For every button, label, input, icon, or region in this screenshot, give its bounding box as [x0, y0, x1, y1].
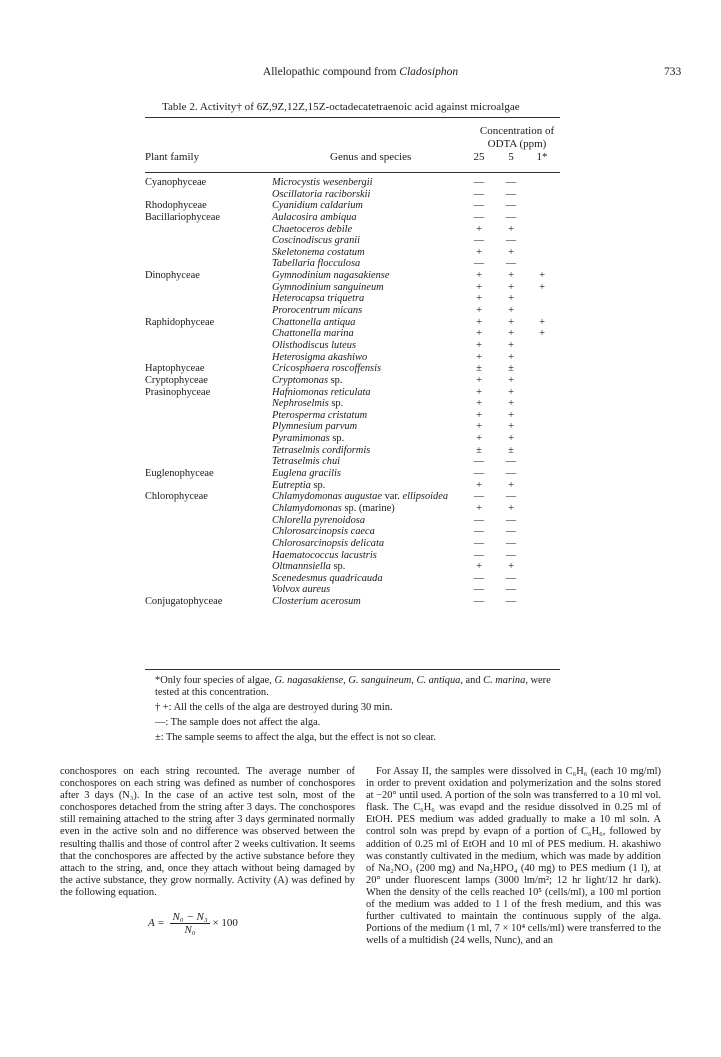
activity-5ppm-cell: —	[505, 188, 517, 200]
plant-family-cell: Cryptophyceae	[145, 374, 208, 386]
page-number: 733	[664, 66, 682, 78]
footnote-plusminus: ±: The sample seems to affect the alga, but the effect is not so clear.	[155, 732, 436, 743]
species-name: Cyanidium caldarium	[272, 200, 363, 212]
table-row	[0, 538, 721, 550]
activity-5ppm-cell: —	[505, 235, 517, 247]
activity-5ppm-cell: +	[508, 374, 514, 386]
species-cell	[272, 433, 344, 445]
activity-5ppm-cell: +	[508, 421, 514, 433]
activity-5ppm-cell: +	[508, 433, 514, 445]
species-cell	[272, 177, 373, 189]
species-cell	[272, 596, 361, 608]
activity-25ppm-cell: +	[476, 433, 482, 445]
table-row	[0, 247, 721, 259]
equation-denominator: N₀	[184, 924, 196, 936]
footnote-species: C. antiqua	[416, 675, 461, 686]
activity-1ppm-cell: +	[539, 281, 545, 293]
activity-25ppm-cell: +	[476, 293, 482, 305]
species-cell	[272, 421, 357, 433]
activity-25ppm-cell: +	[476, 328, 482, 340]
activity-5ppm-cell: —	[505, 584, 517, 596]
species-name: Chlamydomonas	[272, 502, 342, 514]
table-row	[0, 189, 721, 201]
header-concentration-unit: ODTA (ppm)	[487, 138, 547, 150]
table-row	[0, 317, 721, 329]
activity-25ppm-cell: +	[476, 305, 482, 317]
species-name: Oscillatoria raciborskii	[272, 188, 371, 200]
species-name: Tabellaria flocculosa	[272, 258, 361, 270]
table-row	[0, 224, 721, 236]
species-name: Prorocentrum micans	[272, 305, 363, 317]
species-variety: ellipsoidea	[402, 491, 449, 503]
species-cell	[272, 410, 367, 422]
activity-25ppm-cell: —	[473, 596, 485, 608]
species-name: Chattonella antiqua	[272, 316, 356, 328]
species-name: Hafniomonas reticulata	[272, 386, 371, 398]
plant-family-cell: Raphidophyceae	[145, 316, 215, 328]
table-caption: Table 2. Activity† of 6Z,9Z,12Z,15Z-octadecatetraenoic acid against microalgae	[162, 101, 520, 113]
species-name: Gymnodinium sanguineum	[272, 281, 384, 293]
activity-5ppm-cell: —	[505, 211, 517, 223]
body-paragraph: conchospores on each string recounted. The average number of conchospores on each string was defined as number of conchospores after 3 days (N₃). In the case of an active test soln, most of the conchospores detached from the string after 3 days. The conchospores still remaining attached to the string after 3 days germinated normally even in the active soln and no difference was observed between the resulting thallis and those of control after 2 weeks cultivation. It seems that the conchospores are affected by the active substance before they attach to the string, and, once they attach without being damaged by the active substance, they grow normally. Activity (A) was defined by the following equation.	[60, 766, 355, 898]
activity-25ppm-cell: —	[473, 177, 485, 188]
activity-25ppm-cell: —	[473, 572, 485, 584]
table-row	[0, 456, 721, 468]
table-row	[0, 200, 721, 212]
species-name: Closterium acerosum	[272, 596, 361, 608]
species-name: Haematococcus lacustris	[272, 549, 377, 561]
equation-numerator: N₀ − N₃	[172, 911, 208, 923]
species-cell	[272, 550, 377, 562]
footnote-species: G. nagasakiense	[274, 675, 344, 686]
species-name: Pyramimonas	[272, 433, 330, 445]
activity-5ppm-cell: +	[508, 339, 514, 351]
species-cell	[272, 258, 360, 270]
activity-25ppm-cell: —	[473, 514, 485, 526]
species-cell	[272, 503, 395, 515]
species-name: Tetraselmis cordiformis	[272, 444, 371, 456]
activity-1ppm-cell: +	[539, 328, 545, 340]
table-row	[0, 503, 721, 515]
activity-25ppm-cell: +	[476, 316, 482, 328]
species-cell	[272, 480, 325, 492]
plant-family-cell: Haptophyceae	[145, 363, 205, 375]
activity-25ppm-cell: —	[473, 211, 485, 223]
activity-5ppm-cell: +	[508, 246, 514, 258]
species-cell	[272, 270, 389, 282]
activity-5ppm-cell: —	[505, 537, 517, 549]
activity-25ppm-cell: —	[473, 200, 485, 212]
header-col-25: 25	[473, 151, 485, 163]
activity-25ppm-cell: +	[476, 561, 482, 573]
activity-equation	[148, 911, 238, 936]
species-cell	[272, 445, 370, 457]
species-cell	[272, 305, 362, 317]
species-cell	[272, 328, 354, 340]
activity-5ppm-cell: —	[505, 514, 517, 526]
species-cell	[272, 398, 343, 410]
activity-25ppm-cell: +	[476, 421, 482, 433]
species-name: Scenedesmus quadricauda	[272, 572, 383, 584]
table-body	[0, 177, 721, 608]
activity-25ppm-cell: —	[473, 584, 485, 596]
activity-5ppm-cell: —	[505, 177, 517, 188]
table-row	[0, 387, 721, 399]
plant-family-cell: Euglenophyceae	[145, 468, 214, 480]
table-row	[0, 526, 721, 538]
table-row	[0, 573, 721, 585]
species-suffix: sp.	[328, 374, 343, 386]
species-cell	[272, 317, 355, 329]
activity-25ppm-cell: ±	[476, 444, 482, 456]
table-row	[0, 515, 721, 527]
table-row	[0, 235, 721, 247]
equation-factor: × 100	[212, 917, 238, 930]
table-row	[0, 212, 721, 224]
activity-5ppm-cell: +	[508, 316, 514, 328]
species-cell	[272, 200, 363, 212]
species-name: Heterocapsa triquetra	[272, 293, 365, 305]
species-name: Skeletonema costatum	[272, 246, 365, 258]
activity-25ppm-cell: ±	[476, 363, 482, 375]
footnote-text: *Only four species of algae,	[155, 675, 275, 686]
species-cell	[272, 247, 365, 259]
table-row	[0, 177, 721, 189]
activity-25ppm-cell: +	[476, 502, 482, 514]
species-name: Coscinodiscus granii	[272, 235, 361, 247]
activity-25ppm-cell: —	[473, 258, 485, 270]
table-row	[0, 561, 721, 573]
table-row	[0, 491, 721, 503]
footnote-dagger: † +: All the cells of the alga are destroyed during 30 min.	[155, 702, 393, 713]
equation-lhs: A =	[148, 917, 165, 930]
body-paragraph: For Assay II, the samples were dissolved in C₆H₆ (each 10 mg/ml) in order to prevent oxidation and polymerization and the solns stored at −20° until used. A portion of the soln was transferred to a 10 ml vol. flask. The C₆H₆ was evapd and the residue dissolved in 0.25 ml of EtOH. PES medium was added gradually to make a 10 ml soln. A control soln was prepd by evapn of a portion of C₆H₆, followed by addition of 0.25 ml of EtOH and 10 ml of PES medium. H. akashiwo was constantly cultivated in the medium, which was made by addition of Na₂NO₃ (200 mg) and Na₂HPO₄ (40 mg) to PES medium (1 l), at 20° under fluorescent lamps (3000 lm/m²; 12 hr light/12 hr dark). When the density of the cells reached 10⁵ (cells/ml), a 100 ml portion of the medium was added to 1 l of the fresh medium, and this was further cultivated to maintain the continuous supply of the alga. Portions of the medium (1 ml, 7 × 10⁴ cells/ml) were transferred to the wells of a multidish (24 wells, Nunc), and an	[366, 766, 661, 947]
footnote-text: ,	[343, 675, 349, 686]
header-plant-family: Plant family	[145, 151, 200, 163]
table-row	[0, 433, 721, 445]
table-row	[0, 550, 721, 562]
footnote-text: , and	[460, 675, 484, 686]
activity-5ppm-cell: +	[508, 479, 514, 491]
footnote-asterisk	[145, 675, 565, 699]
activity-5ppm-cell: —	[505, 549, 517, 561]
species-cell	[272, 212, 357, 224]
table-row	[0, 363, 721, 375]
activity-5ppm-cell: —	[505, 526, 517, 538]
activity-5ppm-cell: +	[508, 502, 514, 514]
activity-5ppm-cell: +	[508, 409, 514, 421]
species-name: Aulacosira ambiqua	[272, 211, 357, 223]
footnote-text: , were tested at this concentration.	[155, 675, 551, 698]
activity-5ppm-cell: —	[505, 468, 517, 480]
footnote-species: G. sanguineum	[348, 675, 412, 686]
footnote-minus: —: The sample does not affect the alga.	[155, 717, 321, 728]
table-row	[0, 398, 721, 410]
activity-25ppm-cell: +	[476, 339, 482, 351]
species-name: Plymnesium parvum	[272, 421, 358, 433]
species-name: Cryptomonas	[272, 374, 328, 386]
table-row	[0, 375, 721, 387]
table-row	[0, 480, 721, 492]
activity-5ppm-cell: ±	[508, 444, 514, 456]
plant-family-cell: Dinophyceae	[145, 270, 200, 282]
activity-5ppm-cell: +	[508, 398, 514, 410]
table-row	[0, 410, 721, 422]
species-cell	[272, 235, 360, 247]
table-bottom-rule	[145, 669, 560, 670]
activity-5ppm-cell: ±	[508, 363, 514, 375]
header-col-1: 1*	[536, 151, 548, 163]
activity-5ppm-cell: +	[508, 328, 514, 340]
species-cell	[272, 526, 375, 538]
species-cell	[272, 293, 364, 305]
activity-25ppm-cell: +	[476, 270, 482, 282]
activity-25ppm-cell: —	[473, 188, 485, 200]
footnote-text: ,	[411, 675, 417, 686]
species-name: Volvox aureus	[272, 584, 331, 596]
activity-5ppm-cell: —	[505, 258, 517, 270]
plant-family-cell: Chlorophyceae	[145, 491, 208, 503]
activity-25ppm-cell: +	[476, 409, 482, 421]
species-suffix: sp.	[310, 479, 326, 491]
species-suffix: var.	[381, 491, 403, 503]
footnote-species: C. marina	[483, 675, 526, 686]
table-row	[0, 270, 721, 282]
species-name: Olisthodiscus luteus	[272, 339, 356, 351]
species-name: Eutreptia	[272, 479, 311, 491]
table-row	[0, 293, 721, 305]
species-suffix: sp.	[329, 433, 345, 445]
species-cell	[272, 363, 381, 375]
activity-25ppm-cell: —	[473, 235, 485, 247]
species-cell	[272, 561, 345, 573]
species-suffix: sp. (marine)	[341, 502, 395, 514]
activity-25ppm-cell: +	[476, 281, 482, 293]
activity-5ppm-cell: +	[508, 223, 514, 235]
species-name: Microcystis wesenbergii	[272, 177, 373, 188]
activity-5ppm-cell: +	[508, 270, 514, 282]
species-cell	[272, 387, 371, 399]
activity-25ppm-cell: +	[476, 374, 482, 386]
body-right-column	[366, 766, 661, 947]
species-name: Chlamydomonas augustae	[272, 491, 382, 503]
activity-25ppm-cell: —	[473, 468, 485, 480]
header-concentration: Concentration of	[479, 125, 555, 137]
activity-5ppm-cell: —	[505, 200, 517, 212]
species-name: Euglena gracilis	[272, 468, 341, 480]
activity-25ppm-cell: —	[473, 537, 485, 549]
table-row	[0, 258, 721, 270]
activity-5ppm-cell: +	[508, 293, 514, 305]
species-name: Gymnodinium nagasakiense	[272, 270, 390, 282]
equation-fraction	[170, 911, 209, 936]
plant-family-cell: Conjugatophyceae	[145, 596, 223, 608]
table-header-rule	[145, 172, 560, 173]
species-cell	[272, 573, 383, 585]
activity-5ppm-cell: +	[508, 386, 514, 398]
table-row	[0, 468, 721, 480]
species-cell	[272, 282, 384, 294]
species-cell	[272, 584, 330, 596]
species-name: Cricosphaera roscoffensis	[272, 363, 382, 375]
table-footnotes	[145, 675, 565, 744]
activity-25ppm-cell: +	[476, 386, 482, 398]
activity-25ppm-cell: —	[473, 491, 485, 503]
activity-25ppm-cell: +	[476, 246, 482, 258]
plant-family-cell: Prasinophyceae	[145, 386, 211, 398]
species-name: Chlorosarcinopsis caeca	[272, 526, 375, 538]
running-head-genus: Cladosiphon	[399, 66, 459, 78]
table-row	[0, 596, 721, 608]
table-row	[0, 584, 721, 596]
activity-25ppm-cell: +	[476, 223, 482, 235]
plant-family-cell: Bacillariophyceae	[145, 211, 221, 223]
species-cell	[272, 538, 384, 550]
header-genus-species: Genus and species	[330, 151, 412, 163]
species-name: Chlorosarcinopsis delicata	[272, 537, 385, 549]
activity-25ppm-cell: —	[473, 456, 485, 468]
body-left-column	[60, 766, 355, 899]
activity-5ppm-cell: —	[505, 596, 517, 608]
header-col-5: 5	[508, 151, 514, 163]
species-cell	[272, 468, 341, 480]
table-row	[0, 352, 721, 364]
activity-5ppm-cell: +	[508, 305, 514, 317]
plant-family-cell: Rhodophyceae	[145, 200, 207, 212]
table-row	[0, 445, 721, 457]
table-row	[0, 340, 721, 352]
species-name: Oltmannsiella	[272, 561, 331, 573]
plant-family-cell: Cyanophyceae	[145, 177, 207, 188]
species-cell	[272, 515, 365, 527]
running-head	[0, 66, 721, 78]
activity-25ppm-cell: —	[473, 549, 485, 561]
species-name: Chaetoceros debile	[272, 223, 353, 235]
species-name: Chattonella marina	[272, 328, 354, 340]
species-cell	[272, 340, 356, 352]
activity-1ppm-cell: +	[539, 316, 545, 328]
species-cell	[272, 375, 342, 387]
species-name: Tetraselmis chui	[272, 456, 341, 468]
activity-25ppm-cell: +	[476, 398, 482, 410]
species-cell	[272, 189, 370, 201]
activity-25ppm-cell: —	[473, 526, 485, 538]
species-suffix: sp.	[328, 398, 344, 410]
species-name: Heterosigma akashiwo	[272, 351, 368, 363]
activity-5ppm-cell: —	[505, 572, 517, 584]
running-head-title: Allelopathic compound from	[262, 66, 400, 78]
activity-5ppm-cell: +	[508, 561, 514, 573]
species-name: Chlorella pyrenoidosa	[272, 514, 366, 526]
table-row	[0, 421, 721, 433]
activity-5ppm-cell: —	[505, 456, 517, 468]
activity-25ppm-cell: +	[476, 351, 482, 363]
table-top-rule	[145, 117, 560, 118]
activity-5ppm-cell: +	[508, 281, 514, 293]
species-suffix: sp.	[330, 561, 346, 573]
species-cell	[272, 491, 448, 503]
species-cell	[272, 224, 352, 236]
table-row	[0, 282, 721, 294]
activity-5ppm-cell: —	[505, 491, 517, 503]
activity-5ppm-cell: +	[508, 351, 514, 363]
species-cell	[272, 352, 367, 364]
species-name: Pterosperma cristatum	[272, 409, 368, 421]
species-name: Nephroselmis	[272, 398, 329, 410]
activity-1ppm-cell: +	[539, 270, 545, 282]
table-row	[0, 305, 721, 317]
species-cell	[272, 456, 340, 468]
table-row	[0, 328, 721, 340]
activity-25ppm-cell: +	[476, 479, 482, 491]
